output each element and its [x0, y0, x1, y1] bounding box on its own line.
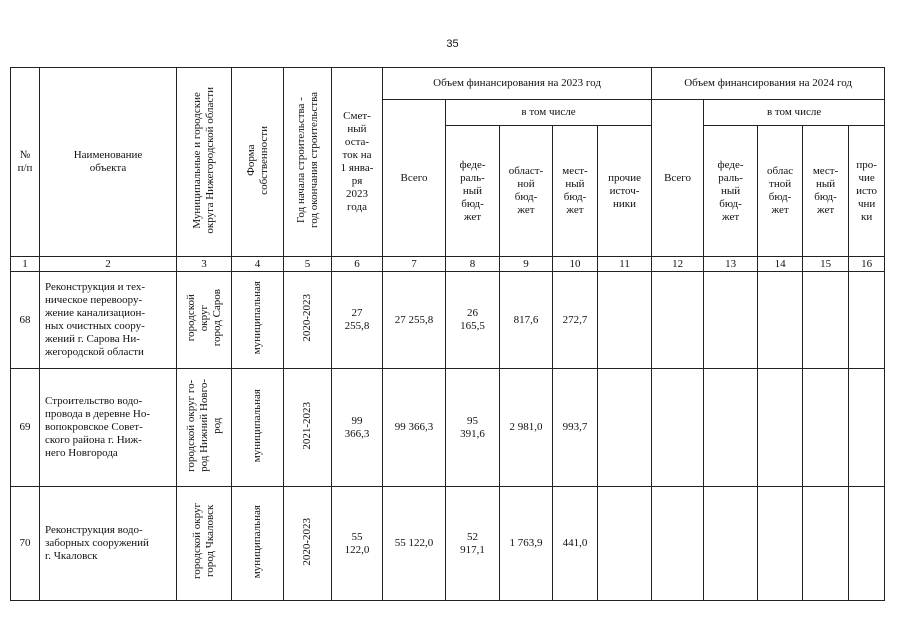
- row-total-2023: 99 366,3: [383, 369, 446, 487]
- row-num: 70: [11, 487, 40, 601]
- row-ownership-text: муниципальная: [251, 281, 263, 355]
- row-local-2023: 441,0: [553, 487, 598, 601]
- page-number: 35: [446, 38, 459, 50]
- header-total-2024: Всего: [652, 100, 704, 257]
- budget-table: [10, 67, 885, 601]
- row-other-2024: [849, 272, 885, 369]
- row-other-2023: [598, 272, 652, 369]
- row-regional-2023: 2 981,0: [500, 369, 553, 487]
- header-ownership: [232, 68, 284, 257]
- col-number: 6: [332, 257, 383, 272]
- row-regional-2024: [758, 487, 803, 601]
- col-number: 5: [284, 257, 332, 272]
- row-municipality: [177, 369, 232, 487]
- row-total-2024: [652, 369, 704, 487]
- row-municipality-text: городской округ го- род Нижний Новго- род: [184, 379, 223, 472]
- row-name: Реконструкция водо- заборных сооружений г. Чкаловск: [40, 487, 177, 601]
- header-local-2023: мест- ный бюд- жет: [553, 126, 598, 257]
- row-local-2024: [803, 272, 849, 369]
- row-local-2024: [803, 487, 849, 601]
- row-other-2023: [598, 369, 652, 487]
- row-name: Строительство водо- провода в деревне Но- вопокровское Совет- ского района г. Ниж- него Новгорода: [40, 369, 177, 487]
- col-number: 14: [758, 257, 803, 272]
- col-number: 16: [849, 257, 885, 272]
- row-other-2024: [849, 487, 885, 601]
- row-ownership: [232, 272, 284, 369]
- row-regional-2023: 1 763,9: [500, 487, 553, 601]
- row-local-2024: [803, 369, 849, 487]
- row-balance: 55 122,0: [332, 487, 383, 601]
- row-regional-2024: [758, 272, 803, 369]
- row-num: 69: [11, 369, 40, 487]
- col-number: 4: [232, 257, 284, 272]
- row-other-2023: [598, 487, 652, 601]
- row-total-2024: [652, 272, 704, 369]
- header-regional-2023: област- ной бюд- жет: [500, 126, 553, 257]
- col-number: 15: [803, 257, 849, 272]
- row-years: [284, 369, 332, 487]
- header-other-2023: прочие источ- ники: [598, 126, 652, 257]
- col-number: 13: [704, 257, 758, 272]
- header-municipality-text: Муниципальные и городские округа Нижегородской области: [191, 86, 216, 234]
- header-other-2024: про- чие исто чни ки: [849, 126, 885, 257]
- col-number: 1: [11, 257, 40, 272]
- table-row: [11, 487, 885, 601]
- row-years-text: 2020-2023: [301, 517, 313, 566]
- header-name: Наименование объекта: [40, 68, 177, 257]
- row-federal-2023: 95 391,6: [446, 369, 500, 487]
- col-number: 11: [598, 257, 652, 272]
- header-regional-2024: облас тной бюд- жет: [758, 126, 803, 257]
- header-municipality: [177, 68, 232, 257]
- row-other-2024: [849, 369, 885, 487]
- table-row: [11, 272, 885, 369]
- row-ownership-text: муниципальная: [251, 388, 263, 463]
- row-municipality-text: городской округ город Саров: [184, 289, 223, 347]
- row-federal-2023: 52 917,1: [446, 487, 500, 601]
- row-years-text: 2021-2023: [301, 401, 313, 450]
- header-fin-2024: Объем финансирования на 2024 год: [652, 68, 885, 100]
- header-federal-2024: феде- раль- ный бюд- жет: [704, 126, 758, 257]
- header-num: № п/п: [11, 68, 40, 257]
- row-municipality: [177, 487, 232, 601]
- col-number: 7: [383, 257, 446, 272]
- row-regional-2023: 817,6: [500, 272, 553, 369]
- row-years-text: 2020-2023: [301, 294, 313, 342]
- row-ownership-text: муниципальная: [251, 504, 263, 579]
- row-years: [284, 487, 332, 601]
- row-local-2023: 993,7: [553, 369, 598, 487]
- col-number: 2: [40, 257, 177, 272]
- table-row: [11, 369, 885, 487]
- row-total-2023: 55 122,0: [383, 487, 446, 601]
- row-balance: 27 255,8: [332, 272, 383, 369]
- header-total-2023: Всего: [383, 100, 446, 257]
- header-including-2023: в том числе: [446, 100, 652, 126]
- header-balance: Смет- ный оста- ток на 1 янва- ря 2023 года: [332, 68, 383, 257]
- header-including-2024: в том числе: [704, 100, 885, 126]
- row-local-2023: 272,7: [553, 272, 598, 369]
- row-federal-2023: 26 165,5: [446, 272, 500, 369]
- col-number: 8: [446, 257, 500, 272]
- header-ownership-text: Форма собственности: [244, 125, 270, 195]
- col-number: 3: [177, 257, 232, 272]
- header-local-2024: мест- ный бюд- жет: [803, 126, 849, 257]
- col-number: 12: [652, 257, 704, 272]
- row-municipality: [177, 272, 232, 369]
- row-years: [284, 272, 332, 369]
- row-total-2024: [652, 487, 704, 601]
- row-num: 68: [11, 272, 40, 369]
- row-ownership: [232, 369, 284, 487]
- row-municipality-text: городской округ город Чкаловск: [191, 503, 216, 580]
- row-federal-2024: [704, 272, 758, 369]
- header-fin-2023: Объем финансирования на 2023 год: [383, 68, 652, 100]
- row-federal-2024: [704, 487, 758, 601]
- column-numbers-row: [11, 257, 885, 272]
- row-balance: 99 366,3: [332, 369, 383, 487]
- row-name: Реконструкция и тех- ническое перевоору- жение канализацион- ных очистных соору- жений г. Сарова Ни- жегородской области: [40, 272, 177, 369]
- row-ownership: [232, 487, 284, 601]
- row-federal-2024: [704, 369, 758, 487]
- col-number: 10: [553, 257, 598, 272]
- header-federal-2023: феде- раль- ный бюд- жет: [446, 126, 500, 257]
- col-number: 9: [500, 257, 553, 272]
- header-years-text: Год начала строительства - год окончания строительства: [294, 92, 320, 228]
- row-regional-2024: [758, 369, 803, 487]
- row-total-2023: 27 255,8: [383, 272, 446, 369]
- header-years: [284, 68, 332, 257]
- header-row-1: [11, 68, 885, 100]
